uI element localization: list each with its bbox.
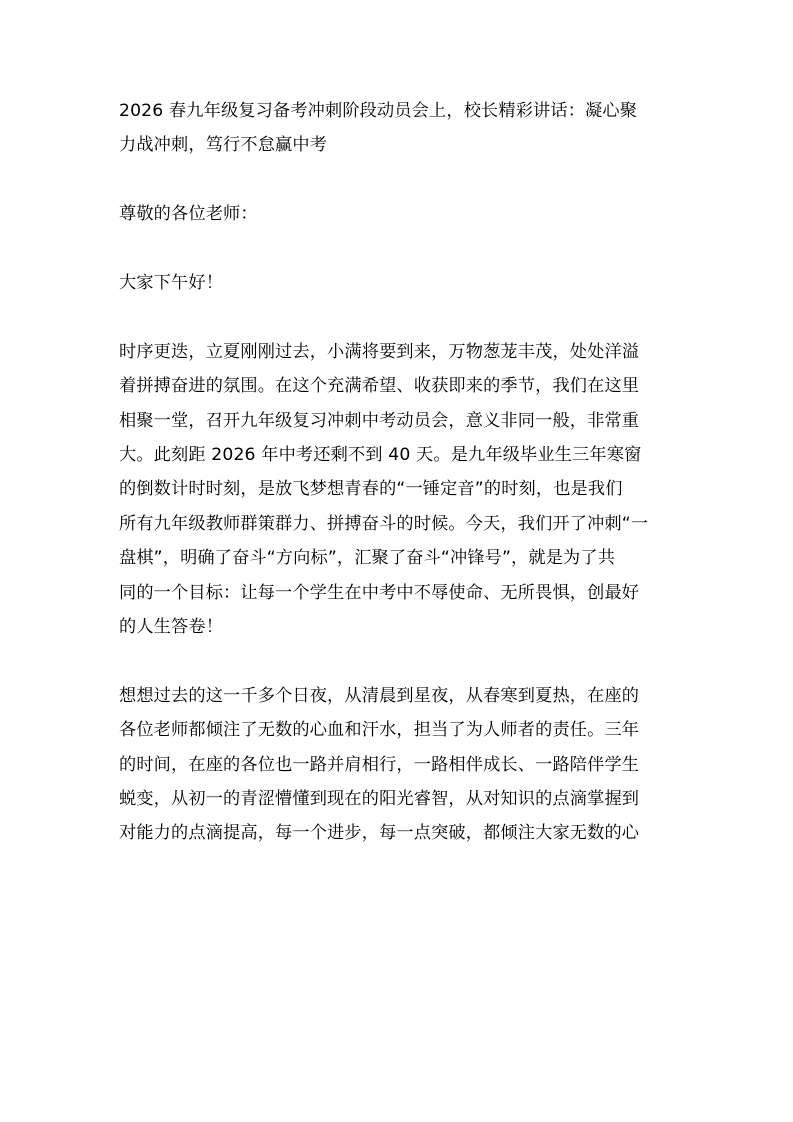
paragraph-line: 对能力的点滴提高，每一个进步，每一点突破，都倾注大家无数的心 (119, 823, 640, 844)
paragraph-line: 盘棋”，明确了奋斗“方向标”，汇聚了奋斗“冲锋号”，就是为了共 (119, 548, 616, 569)
document-title (119, 94, 681, 163)
paragraph-2 (119, 679, 681, 851)
paragraph-line: 同的一个目标：让每一个学生在中考中不辱使命、无所畏惧，创最好 (119, 582, 640, 603)
paragraph-1 (119, 335, 681, 645)
paragraph-line: 蜕变，从初一的青涩懵懂到现在的阳光睿智，从对知识的点滴掌握到 (119, 789, 640, 810)
paragraph-line: 的倒数计时时刻，是放飞梦想青春的“一锤定音”的时刻，也是我们 (119, 479, 623, 500)
paragraph-line: 各位老师都倾注了无数的心血和汗水，担当了为人师者的责任。三年 (119, 720, 640, 741)
salutation-text: 尊敬的各位老师： (119, 204, 258, 225)
document-body (119, 94, 681, 885)
paragraph-line: 时序更迭，立夏刚刚过去，小满将要到来，万物葱茏丰茂，处处洋溢 (119, 341, 640, 362)
paragraph-line: 所有九年级教师群策群力、拼搏奋斗的时候。今天，我们开了冲刺“一 (119, 513, 649, 534)
paragraph-line: 的人生答卷！ (119, 617, 224, 638)
greeting (119, 266, 681, 300)
greeting-text: 大家下午好！ (119, 273, 224, 293)
paragraph-line: 大。此刻距 2026 年中考还剩不到 40 天。是九年级毕业生三年寒窗 (119, 445, 642, 466)
paragraph-line: 想想过去的这一千多个日夜，从清晨到星夜，从春寒到夏热，在座的 (119, 685, 640, 706)
salutation (119, 197, 681, 231)
title-line: 2026 春九年级复习备考冲刺阶段动员会上，校长精彩讲话：凝心聚 (119, 101, 638, 121)
paragraph-line: 的时间，在座的各位也一路并肩相行，一路相伴成长、一路陪伴学生 (119, 754, 640, 775)
paragraph-line: 相聚一堂，召开九年级复习冲刺中考动员会，意义非同一般，非常重 (119, 410, 640, 431)
title-line: 力战冲刺，笃行不怠赢中考 (119, 135, 328, 156)
paragraph-line: 着拼搏奋进的氛围。在这个充满希望、收获即来的季节，我们在这里 (119, 376, 640, 397)
